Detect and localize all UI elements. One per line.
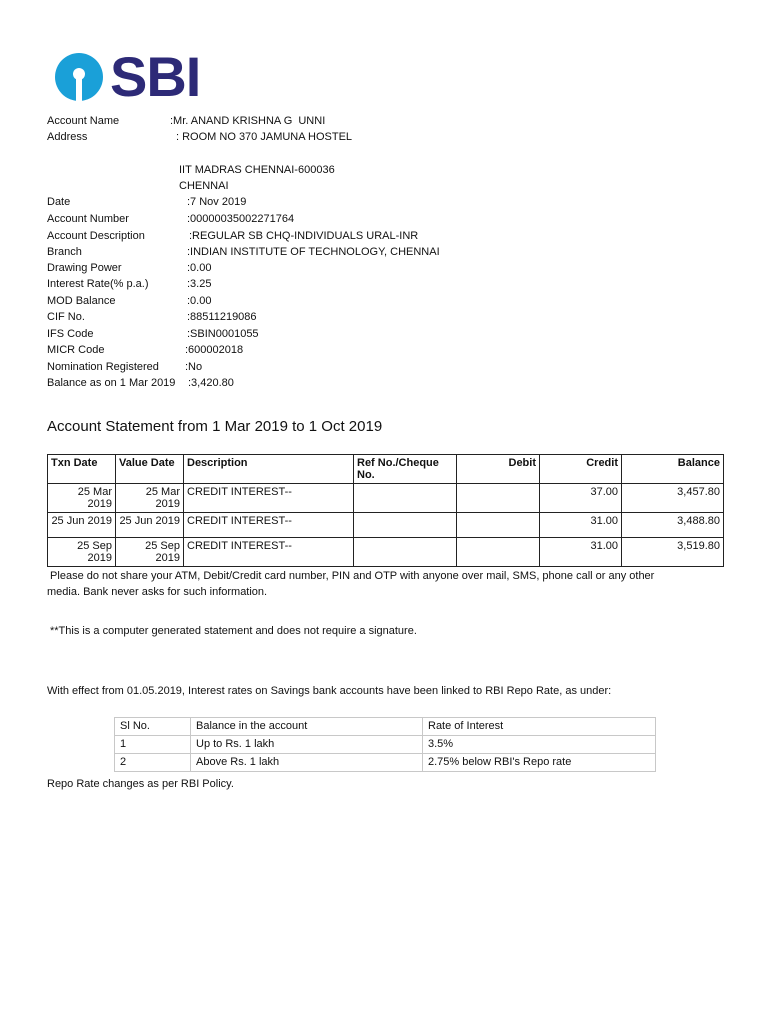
rates-balance-cell: Above Rs. 1 lakh: [191, 754, 423, 772]
account-description-value: :REGULAR SB CHQ-INDIVIDUALS URAL-INR: [189, 230, 419, 242]
drawing-power-label: Drawing Power: [47, 262, 122, 274]
opening-balance-label: Balance as on 1 Mar 2019: [47, 377, 176, 389]
sbi-wordmark: SBI: [110, 45, 201, 108]
table-row: [115, 736, 656, 754]
cif-label: CIF No.: [47, 311, 85, 323]
rates-col-balance: Balance in the account: [191, 718, 423, 736]
ifs-value: :SBIN0001055: [187, 328, 259, 340]
credit-cell: 37.00: [540, 484, 622, 513]
ifs-label: IFS Code: [47, 328, 94, 340]
account-description-label: Account Description: [47, 230, 145, 242]
description-cell: CREDIT INTEREST--: [184, 484, 354, 513]
txn-date-cell: 25 Jun 2019: [48, 513, 116, 538]
computer-generated-note: **This is a computer generated statement and does not require a signature.: [50, 625, 417, 637]
address-line2: IIT MADRAS CHENNAI-600036: [179, 164, 335, 176]
table-row: [48, 513, 724, 538]
account-name-label: Account Name: [47, 115, 120, 127]
balance-cell: 3,488.80: [622, 513, 724, 538]
interest-rates-table: [114, 717, 656, 772]
drawing-power-value: :0.00: [187, 262, 212, 274]
rates-header-row: [115, 718, 656, 736]
cif-value: :88511219086: [187, 311, 257, 323]
col-description: Description: [184, 455, 354, 484]
opening-balance-row: [47, 377, 234, 416]
value-date-cell: 25 Sep 2019: [116, 538, 184, 567]
repo-rate-intro: With effect from 01.05.2019, Interest rates on Savings bank accounts have been linked to RBI Repo Rate, as under:: [47, 685, 612, 697]
address-line3: CHENNAI: [179, 180, 229, 192]
account-number-value: :00000035002271764: [187, 213, 295, 225]
credit-cell: 31.00: [540, 513, 622, 538]
micr-label: MICR Code: [47, 344, 105, 356]
security-note-line1: Please do not share your ATM, Debit/Credit card number, PIN and OTP with anyone over mail, SMS, phone call or any other: [47, 570, 655, 582]
transactions-table: [47, 454, 724, 567]
mod-balance-value: :0.00: [187, 295, 212, 307]
ref-cell: [354, 484, 457, 513]
security-note-line2: media. Bank never asks for such information.: [47, 586, 268, 598]
rates-balance-cell: Up to Rs. 1 lakh: [191, 736, 423, 754]
table-header-row: [48, 455, 724, 484]
date-label: Date: [47, 196, 71, 208]
col-balance: Balance: [622, 455, 724, 484]
mod-balance-label: MOD Balance: [47, 295, 116, 307]
interest-rate-label: Interest Rate(% p.a.): [47, 278, 149, 290]
description-cell: CREDIT INTEREST--: [184, 513, 354, 538]
debit-cell: [457, 538, 540, 567]
statement-heading: Account Statement from 1 Mar 2019 to 1 Oct 2019: [47, 418, 383, 435]
ref-cell: [354, 538, 457, 567]
col-value-date: Value Date: [116, 455, 184, 484]
rates-rate-cell: 2.75% below RBI's Repo rate: [423, 754, 656, 772]
account-name-value: :Mr. ANAND KRISHNA G UNNI: [170, 115, 326, 127]
address-line1: : ROOM NO 370 JAMUNA HOSTEL: [176, 131, 353, 143]
col-debit: Debit: [457, 455, 540, 484]
branch-value: :INDIAN INSTITUTE OF TECHNOLOGY, CHENNAI: [187, 246, 440, 258]
col-credit: Credit: [540, 455, 622, 484]
value-date-cell: 25 Jun 2019: [116, 513, 184, 538]
micr-value: :600002018: [185, 344, 244, 356]
rates-rate-cell: 3.5%: [423, 736, 656, 754]
ref-cell: [354, 513, 457, 538]
credit-cell: 31.00: [540, 538, 622, 567]
debit-cell: [457, 513, 540, 538]
interest-rate-value: :3.25: [187, 278, 212, 290]
branch-label: Branch: [47, 246, 82, 258]
rates-col-sl: Sl No.: [115, 718, 191, 736]
repo-rate-footer: Repo Rate changes as per RBI Policy.: [47, 778, 234, 790]
opening-balance-value: :3,420.80: [188, 377, 234, 389]
col-txn-date: Txn Date: [48, 455, 116, 484]
debit-cell: [457, 484, 540, 513]
table-row: [115, 754, 656, 772]
table-row: [48, 484, 724, 513]
nomination-value: :No: [185, 361, 203, 373]
rates-sl-cell: 2: [115, 754, 191, 772]
sbi-logo: [54, 45, 204, 108]
balance-cell: 3,519.80: [622, 538, 724, 567]
nomination-label: Nomination Registered: [47, 361, 159, 373]
address-label: Address: [47, 131, 88, 143]
txn-date-cell: 25 Sep 2019: [48, 538, 116, 567]
sbi-keyhole-icon: [54, 52, 104, 102]
txn-date-cell: 25 Mar 2019: [48, 484, 116, 513]
description-cell: CREDIT INTEREST--: [184, 538, 354, 567]
balance-cell: 3,457.80: [622, 484, 724, 513]
rates-sl-cell: 1: [115, 736, 191, 754]
col-ref: Ref No./Cheque No.: [354, 455, 457, 484]
account-number-label: Account Number: [47, 213, 129, 225]
value-date-cell: 25 Mar 2019: [116, 484, 184, 513]
rates-col-rate: Rate of Interest: [423, 718, 656, 736]
date-value: :7 Nov 2019: [187, 196, 247, 208]
table-row: [48, 538, 724, 567]
